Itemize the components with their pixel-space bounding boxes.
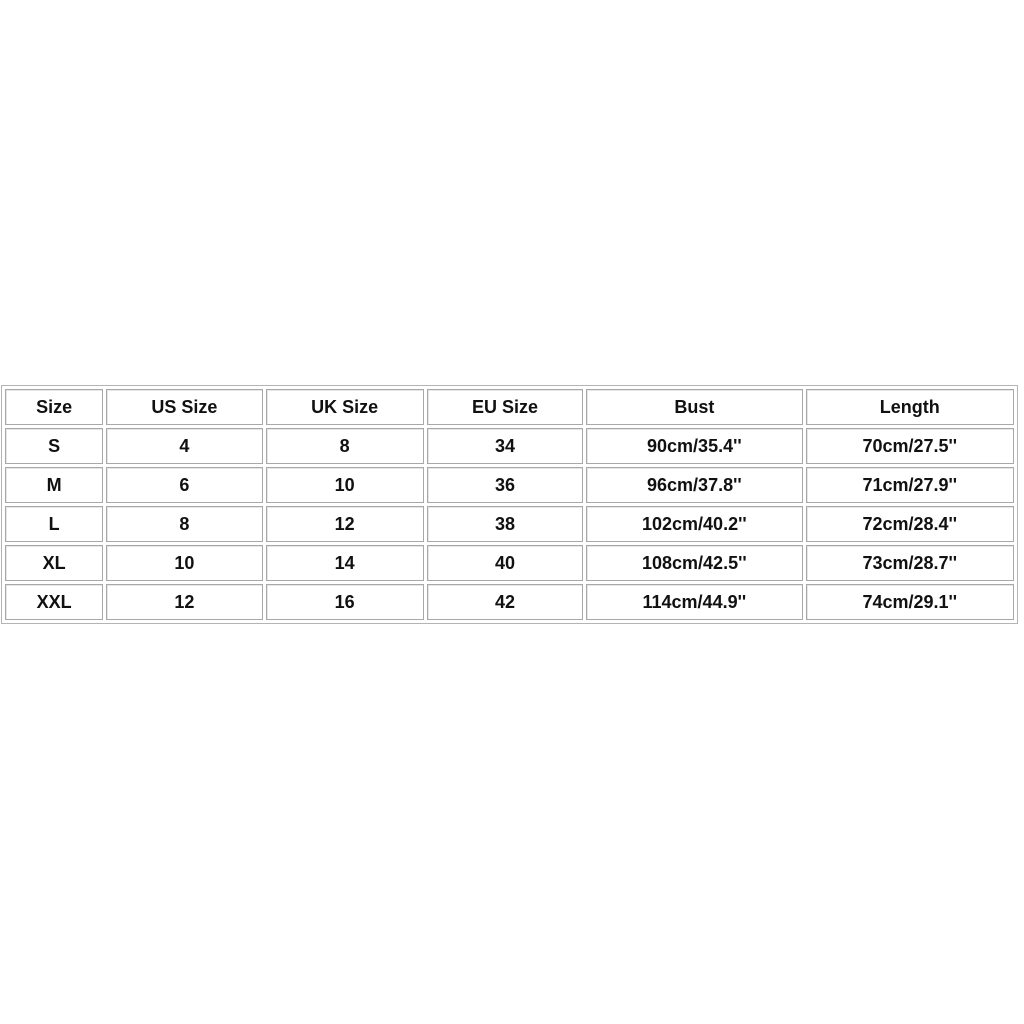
cell-us-size: 12	[106, 584, 262, 620]
table-row	[5, 428, 1014, 464]
cell-us-size: 4	[106, 428, 262, 464]
cell-us-size: 6	[106, 467, 262, 503]
cell-bust: 108cm/42.5''	[586, 545, 802, 581]
cell-length: 74cm/29.1''	[806, 584, 1014, 620]
cell-length: 71cm/27.9''	[806, 467, 1014, 503]
cell-length: 72cm/28.4''	[806, 506, 1014, 542]
table-row	[5, 506, 1014, 542]
cell-uk-size: 14	[266, 545, 424, 581]
cell-uk-size: 12	[266, 506, 424, 542]
cell-size: L	[5, 506, 103, 542]
cell-bust: 114cm/44.9''	[586, 584, 802, 620]
cell-bust: 96cm/37.8''	[586, 467, 802, 503]
header-us-size: US Size	[106, 389, 262, 425]
cell-bust: 90cm/35.4''	[586, 428, 802, 464]
header-row	[5, 389, 1014, 425]
table-row	[5, 584, 1014, 620]
header-size: Size	[5, 389, 103, 425]
cell-size: S	[5, 428, 103, 464]
table-row	[5, 467, 1014, 503]
cell-eu-size: 36	[427, 467, 583, 503]
cell-eu-size: 42	[427, 584, 583, 620]
table-row	[5, 545, 1014, 581]
cell-eu-size: 38	[427, 506, 583, 542]
cell-uk-size: 8	[266, 428, 424, 464]
header-uk-size: UK Size	[266, 389, 424, 425]
header-eu-size: EU Size	[427, 389, 583, 425]
cell-length: 70cm/27.5''	[806, 428, 1014, 464]
cell-eu-size: 34	[427, 428, 583, 464]
cell-eu-size: 40	[427, 545, 583, 581]
size-chart-table	[1, 385, 1018, 624]
cell-size: XXL	[5, 584, 103, 620]
cell-bust: 102cm/40.2''	[586, 506, 802, 542]
cell-uk-size: 10	[266, 467, 424, 503]
cell-length: 73cm/28.7''	[806, 545, 1014, 581]
cell-size: XL	[5, 545, 103, 581]
cell-us-size: 8	[106, 506, 262, 542]
cell-us-size: 10	[106, 545, 262, 581]
cell-uk-size: 16	[266, 584, 424, 620]
header-length: Length	[806, 389, 1014, 425]
cell-size: M	[5, 467, 103, 503]
header-bust: Bust	[586, 389, 802, 425]
